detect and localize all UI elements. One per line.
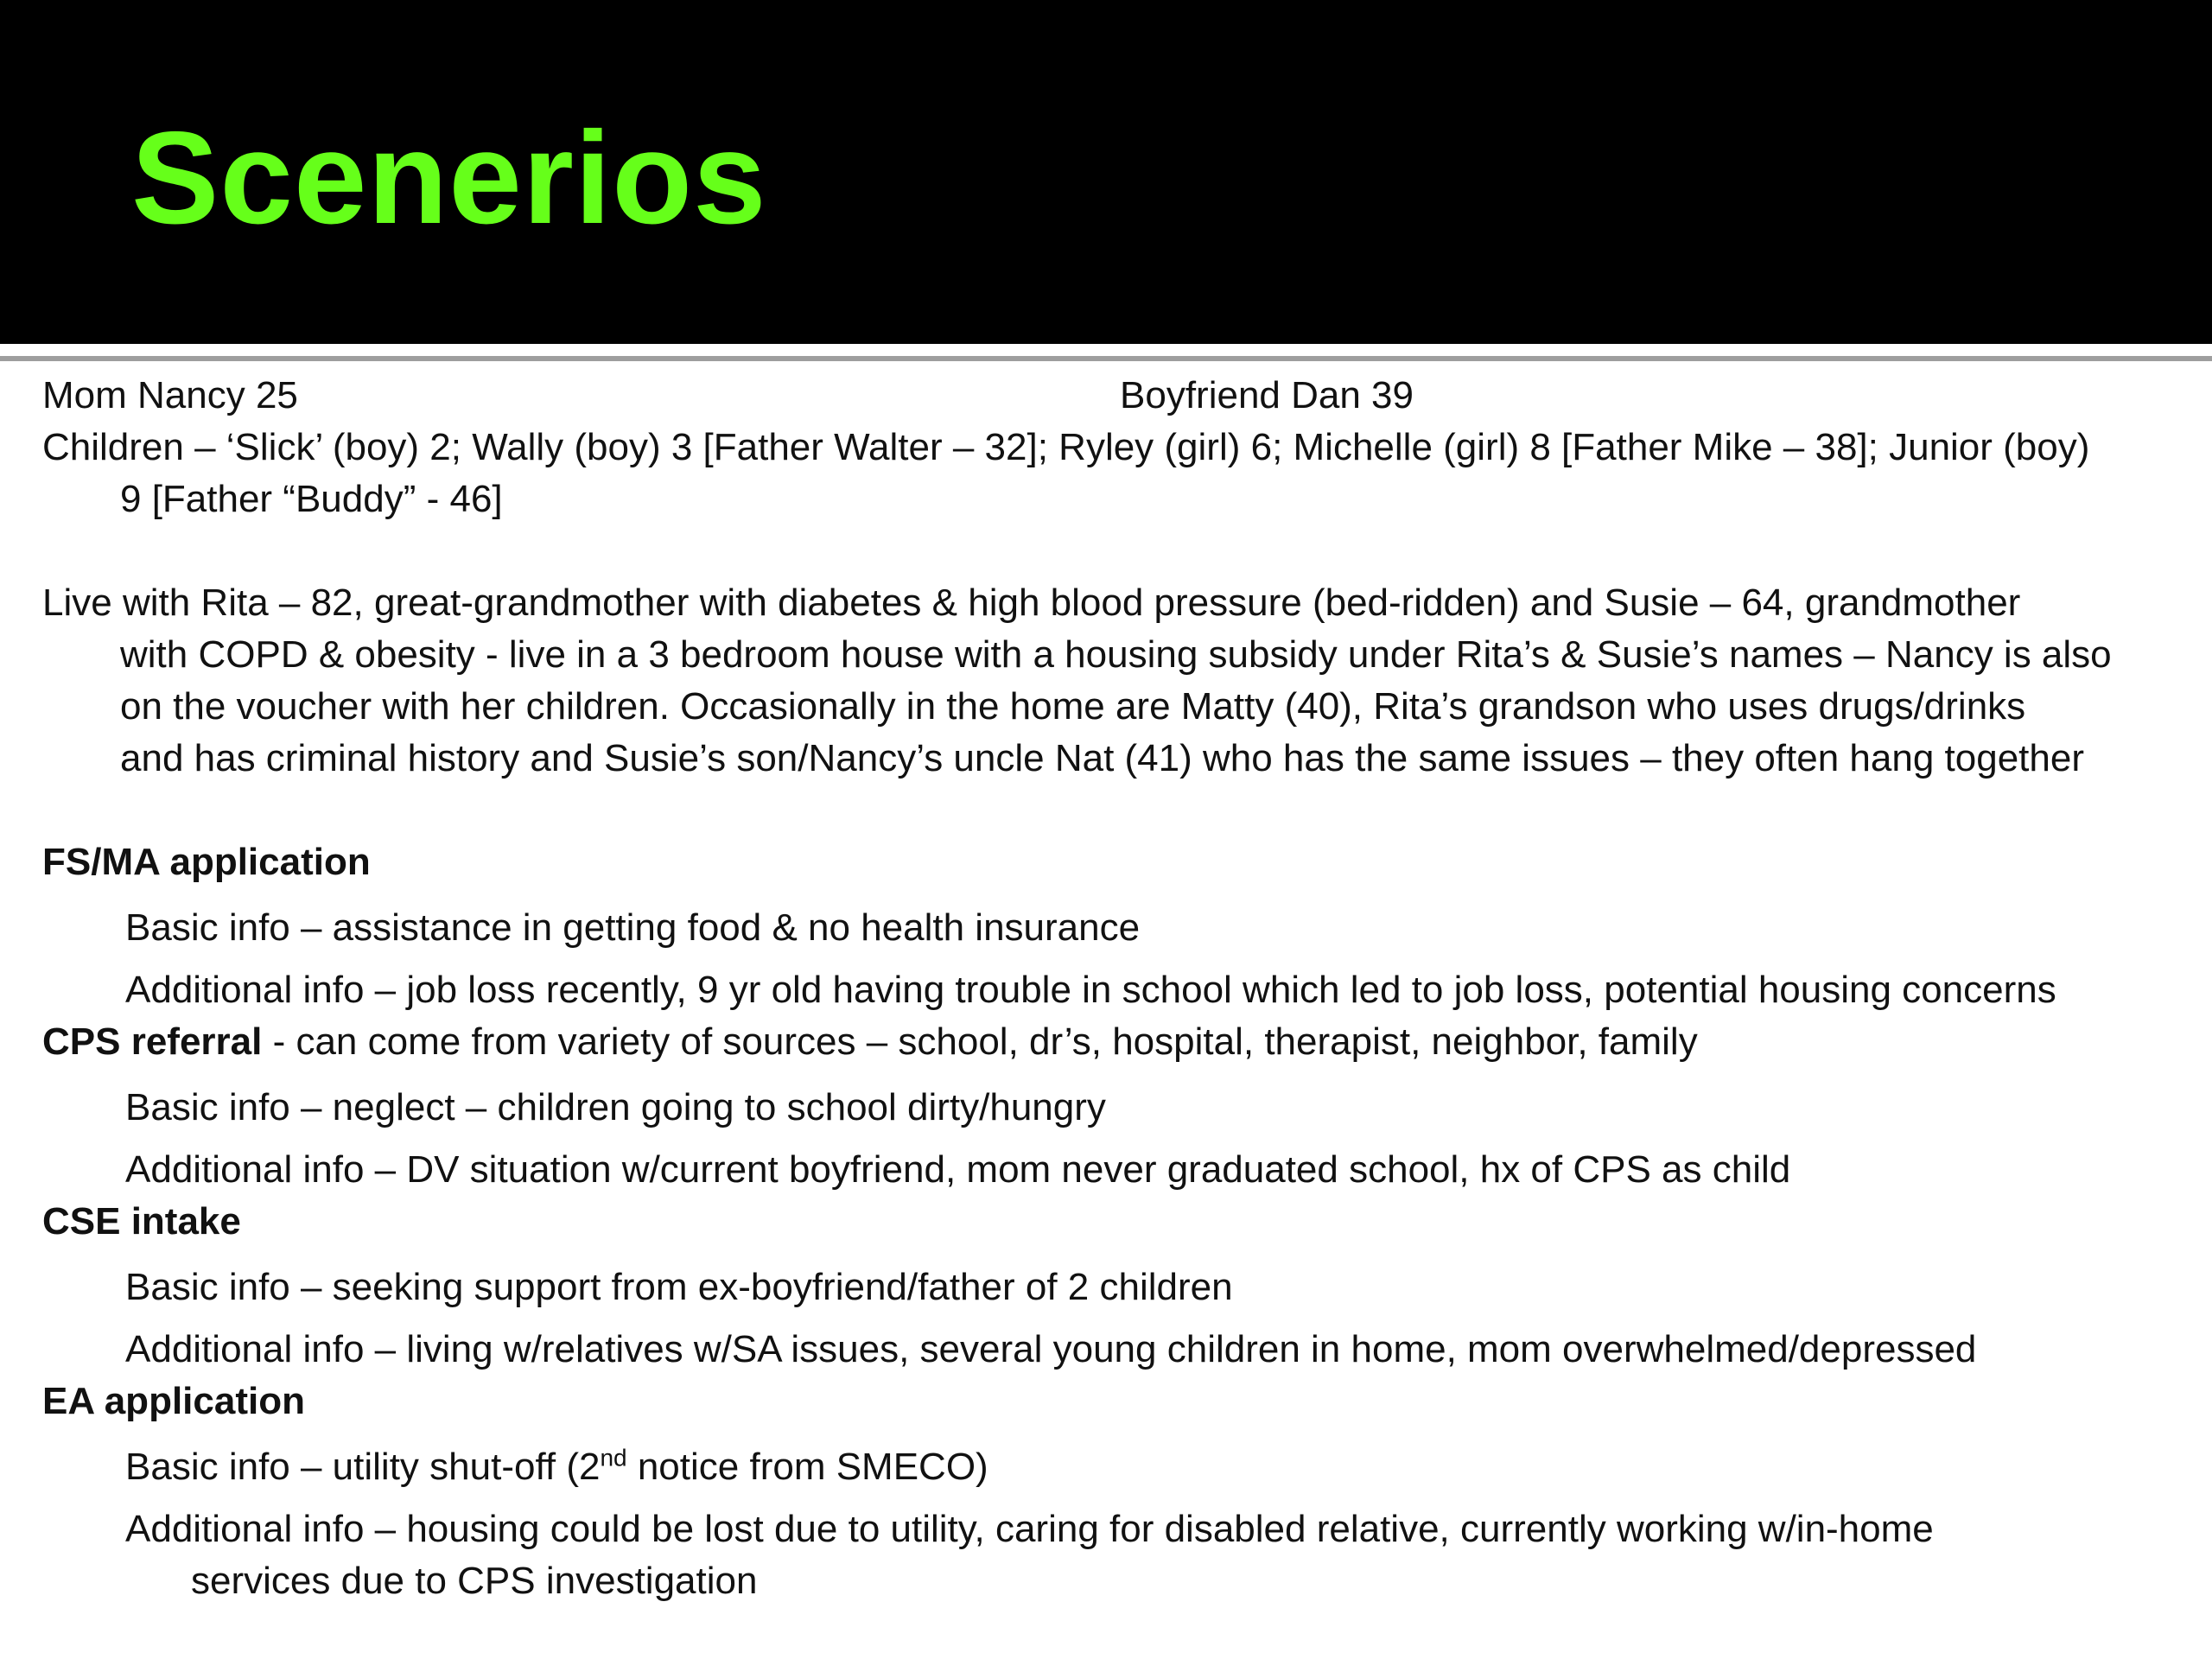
cse-basic-info: Basic info – seeking support from ex-boyfriend/father of 2 children (125, 1266, 1233, 1308)
cps-heading-label: CPS referral (42, 1020, 263, 1063)
living-line-1: Live with Rita – 82, great-grandmother with diabetes & high blood pressure (bed-ridden) and Susie – 64, grandmother (42, 582, 2021, 624)
boyfriend-text: Boyfriend Dan 39 (1120, 374, 1414, 416)
cse-heading: CSE intake (42, 1200, 241, 1243)
ea-heading: EA application (42, 1380, 305, 1422)
children-line-2: 9 [Father “Buddy” - 46] (120, 478, 503, 520)
title-band (0, 0, 2212, 344)
fsma-basic-info: Basic info – assistance in getting food & no health insurance (125, 906, 1141, 949)
ea-basic-sup: nd (600, 1444, 627, 1471)
spacer (42, 525, 2177, 577)
title-rule-gap (0, 344, 2212, 356)
ea-basic-info (42, 1441, 2177, 1493)
cps-basic-info: Basic info – neglect – children going to school dirty/hungry (125, 1086, 1106, 1128)
mom-text: Mom Nancy 25 (42, 374, 298, 416)
living-line-3: on the voucher with her children. Occasionally in the home are Matty (40), Rita’s grandson who uses drugs/drinks (120, 685, 2026, 728)
cps-additional-info: Additional info – DV situation w/current boyfriend, mom never graduated school, hx of CPS as child (125, 1148, 1791, 1191)
cps-heading (42, 1016, 2177, 1068)
cse-additional-info: Additional info – living w/relatives w/SA issues, several young children in home, mom overwhelmed/depressed (125, 1328, 1977, 1370)
children-line-1: Children – ‘Slick’ (boy) 2; Wally (boy) 3 [Father Walter – 32]; Ryley (girl) 6; Michelle (girl) 8 [Father Mike – 38]; Junior (boy) (42, 426, 2090, 468)
cps-heading-note: - can come from variety of sources – school, dr’s, hospital, therapist, neighbor, family (262, 1020, 1698, 1063)
ea-additional-info-line-1: Additional info – housing could be lost due to utility, caring for disabled relative, currently working w/in-home (125, 1508, 1934, 1550)
ea-basic-pre: Basic info – utility shut-off (2 (125, 1446, 601, 1488)
fsma-additional-info: Additional info – job loss recently, 9 yr old having trouble in school which led to job loss, potential housing concerns (125, 969, 2056, 1011)
ea-additional-info-line-2: services due to CPS investigation (191, 1560, 758, 1602)
living-line-2: with COPD & obesity - live in a 3 bedroom house with a housing subsidy under Rita’s & Susie’s names – Nancy is also (120, 633, 2112, 676)
slide-title: Scenerios (131, 105, 767, 251)
ea-basic-post: notice from SMECO) (626, 1446, 988, 1488)
title-rule (0, 356, 2212, 361)
living-line-4: and has criminal history and Susie’s son/Nancy’s uncle Nat (41) who has the same issues – they often hang together (120, 737, 2084, 779)
family-row (42, 370, 2177, 422)
slide-body (42, 370, 2177, 1607)
fsma-heading: FS/MA application (42, 841, 371, 883)
